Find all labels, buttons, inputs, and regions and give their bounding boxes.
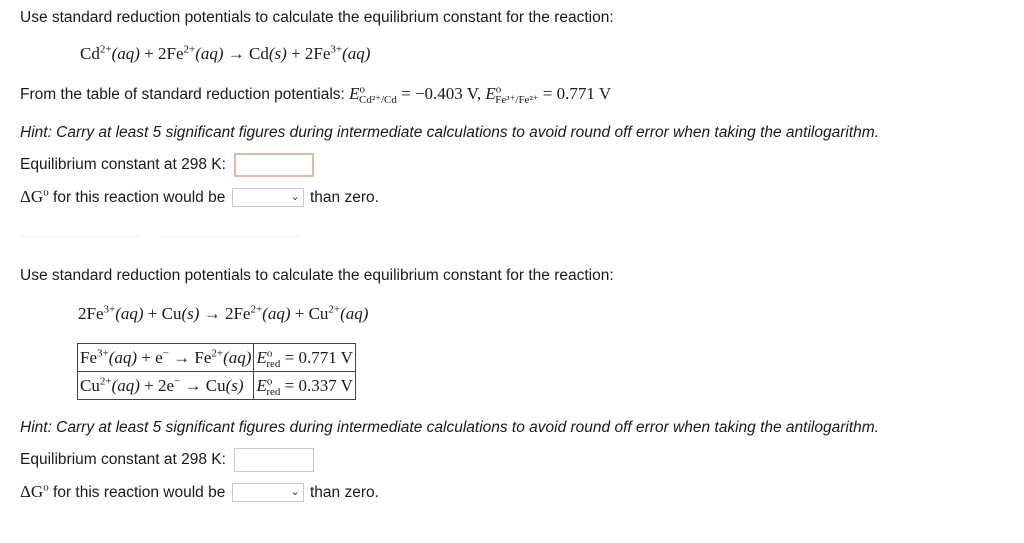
problem1-potentials: From the table of standard reduction potentials: $E^o_{Cd^{2+}/Cd} = -0.403$ V, $E^o_{Fe^{3+}/Fe^{2+}} = 0.771$ V: [20, 83, 612, 107]
table-row: [78, 344, 356, 372]
problem1-dg-row: $\Delta G^o$ for this reaction would be ⌄ than zero.: [20, 186, 379, 206]
reaction-arrow: →: [227, 44, 245, 63]
problem2-k-input[interactable]: [234, 448, 314, 472]
problem2-dg-select[interactable]: [232, 483, 304, 502]
problem1-reaction: $Cd^{2+}(aq) + 2Fe^{2+}(aq) \to Cd(s) + 2Fe^{3+}(aq)$: [80, 43, 371, 63]
e-red-cu: $E^o_{red} = 0.337$ V: [254, 372, 356, 400]
problem2-reaction: $2Fe^{3+}(aq) + Cu(s) \to 2Fe^{2+}(aq) + Cu^{2+}(aq)$: [78, 303, 369, 323]
half-reaction-table: [77, 343, 356, 400]
half-reaction-cu: $Cu^{2+}(aq) + 2e^- \to Cu(s)$: [78, 372, 254, 400]
divider-left: [20, 236, 140, 237]
e-red-fe: $E^o_{red} = 0.771$ V: [254, 344, 356, 372]
problem2-dg-row: $\Delta G^o$ for this reaction would be ⌄ than zero.: [20, 481, 379, 501]
problem1-prompt: Use standard reduction potentials to calculate the equilibrium constant for the reaction:: [20, 9, 614, 26]
problem1-dg-select[interactable]: [232, 188, 304, 207]
problem2-prompt: Use standard reduction potentials to calculate the equilibrium constant for the reaction:: [20, 267, 614, 284]
problem1-hint: Hint: Carry at least 5 significant figures during intermediate calculations to avoid round off error when taking the antilogarithm.: [20, 124, 879, 141]
divider-right: [160, 236, 300, 237]
half-reaction-fe: $Fe^{3+}(aq) + e^- \to Fe^{2+}(aq)$: [78, 344, 254, 372]
chevron-down-icon: ⌄: [290, 190, 300, 204]
chevron-down-icon: ⌄: [290, 485, 300, 499]
problem1-k-row: [20, 153, 314, 177]
delta-g-symbol: $\Delta G^o$: [20, 481, 49, 501]
table-row: [78, 372, 356, 400]
problem1-k-input[interactable]: [234, 153, 314, 177]
reaction-arrow: →: [203, 304, 221, 323]
k-label: Equilibrium constant at 298 K:: [20, 156, 226, 174]
potential-fe: $E^o_{Fe^{3+}/Fe^{2+}} = 0.771$ V: [485, 83, 612, 107]
k-label: Equilibrium constant at 298 K:: [20, 451, 226, 469]
problem2-hint: Hint: Carry at least 5 significant figures during intermediate calculations to avoid round off error when taking the antilogarithm.: [20, 419, 879, 436]
potential-cd: $E^o_{Cd^{2+}/Cd} = -0.403$ V,: [349, 83, 482, 107]
problem2-k-row: [20, 448, 314, 472]
delta-g-symbol: $\Delta G^o$: [20, 186, 49, 206]
